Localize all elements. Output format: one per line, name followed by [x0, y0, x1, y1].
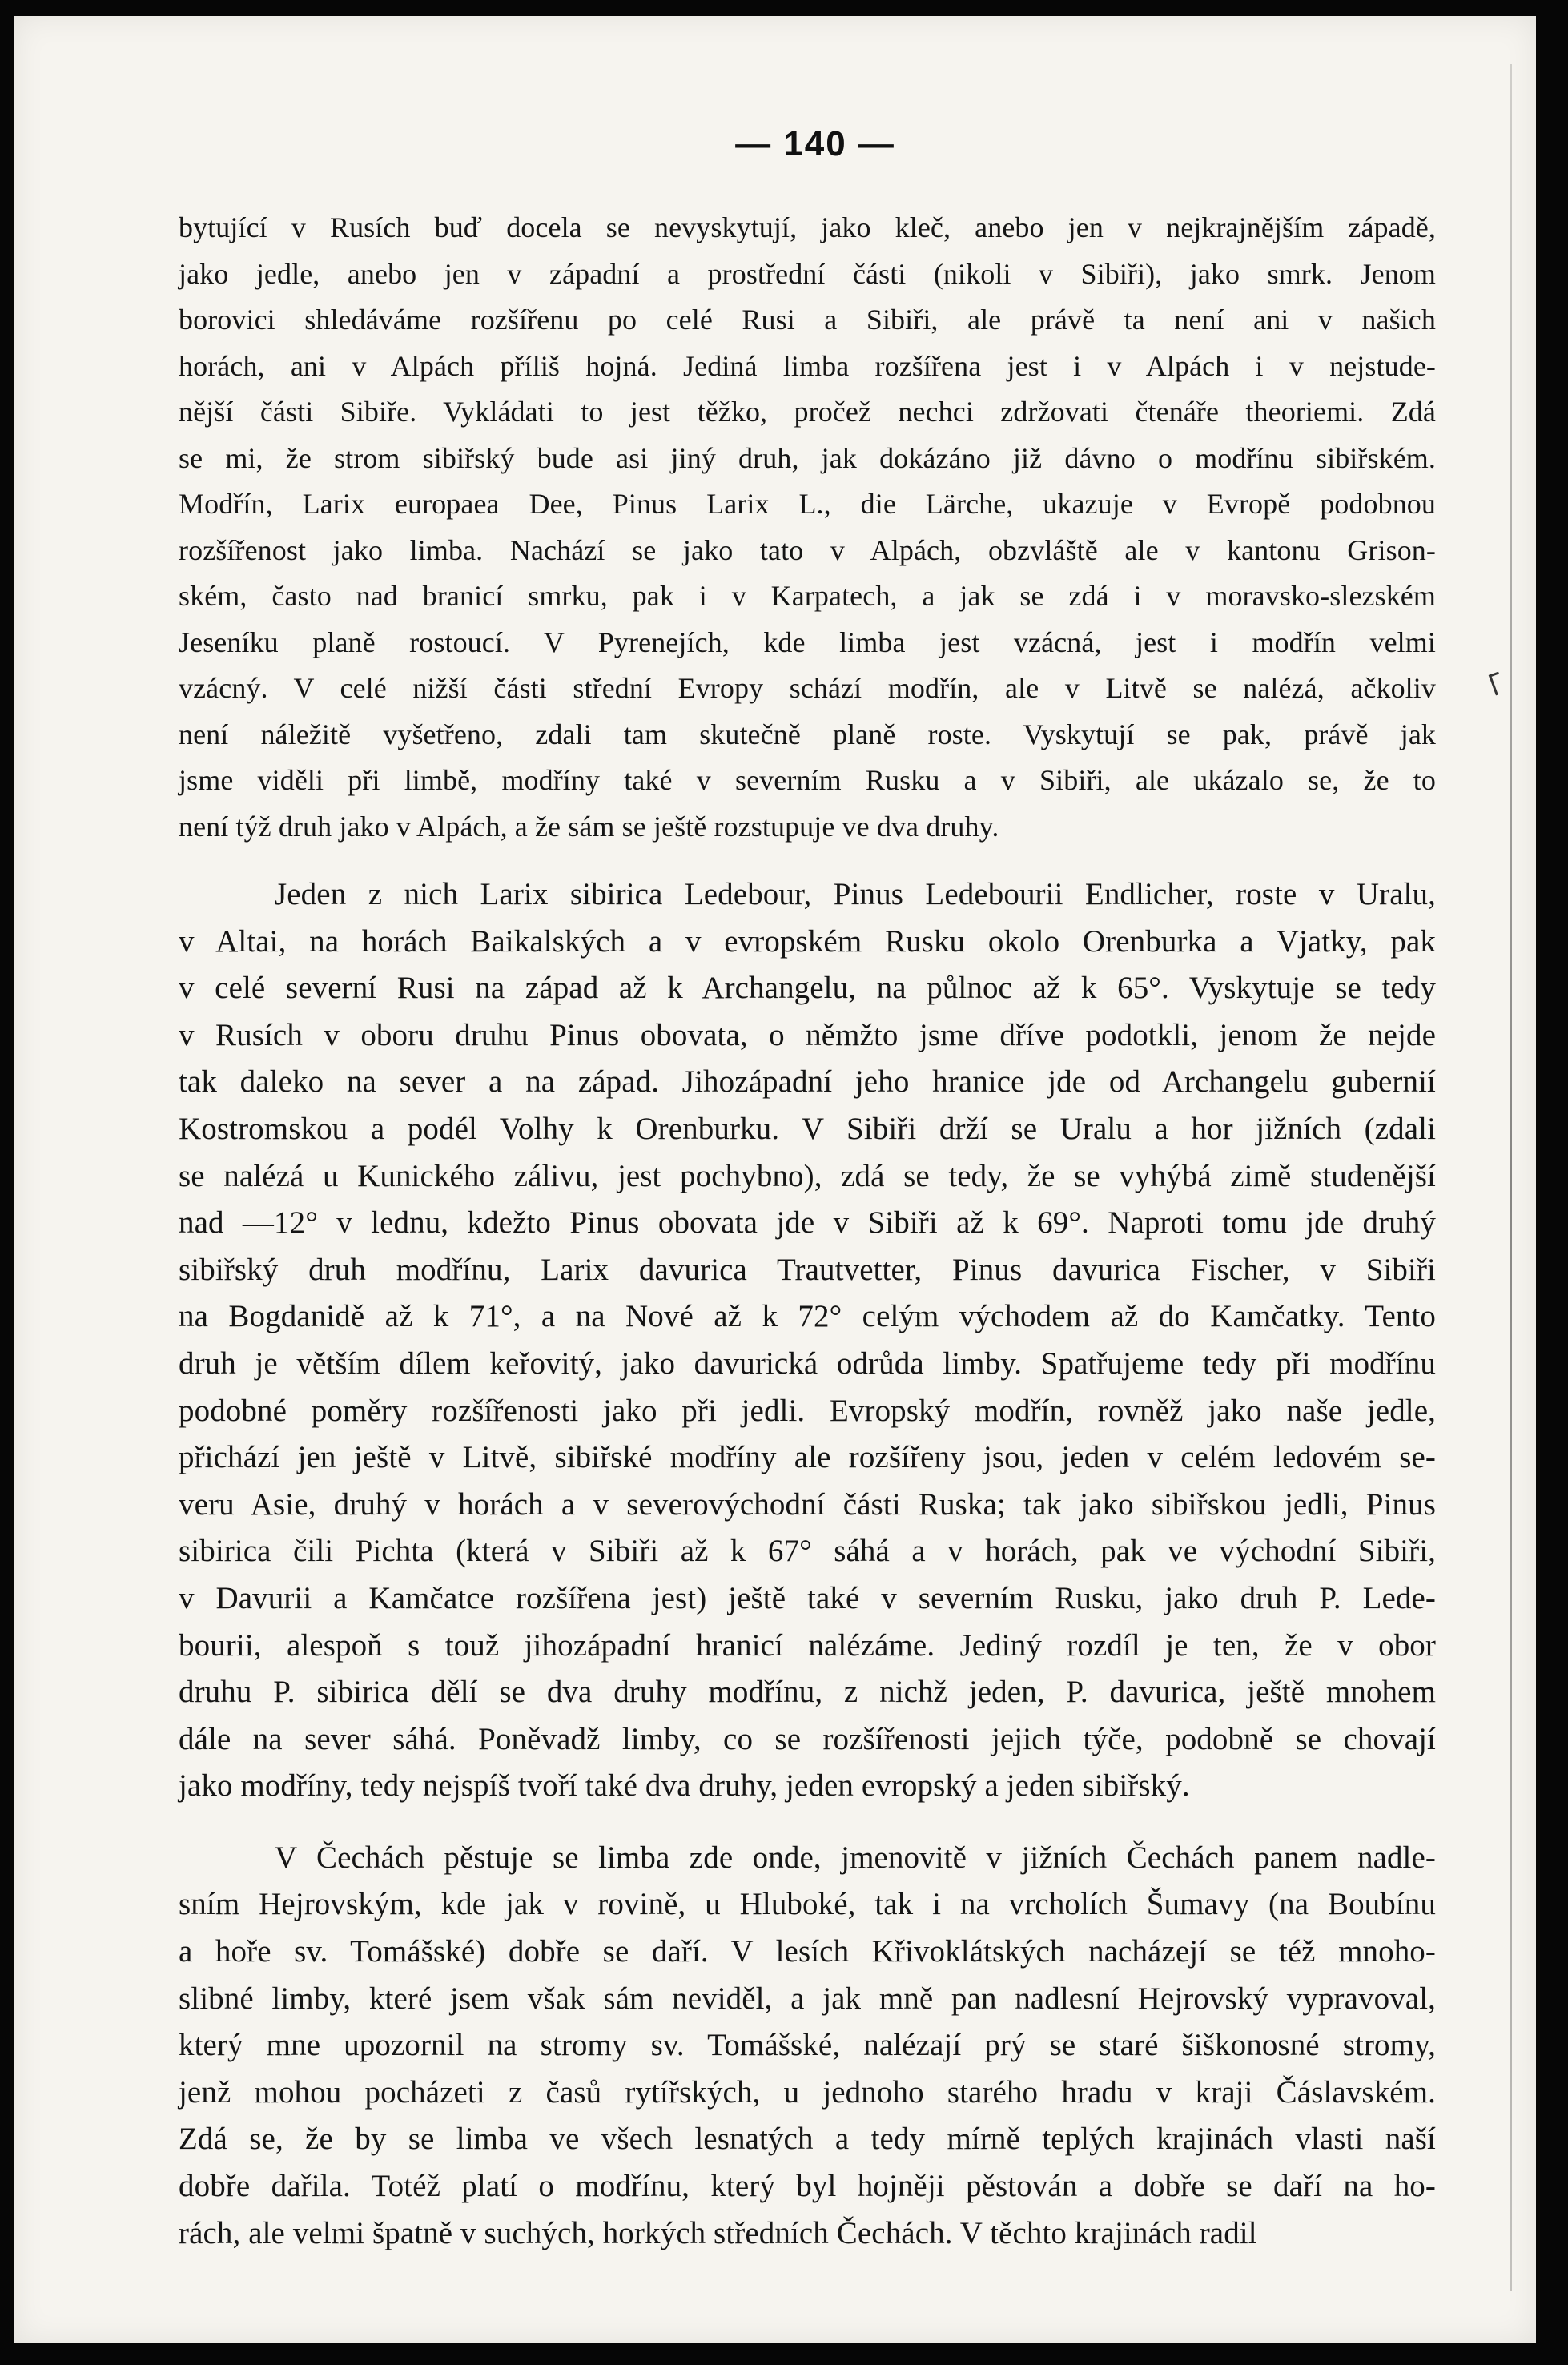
paragraph-3-line-5: který mne upozornil na stromy sv. Tomášské, nalézají prý se staré šiškonosné stromy,: [179, 2028, 1436, 2063]
paragraph-3-line-1: V Čechách pěstuje se limba zde onde, jmenovitě v jižních Čechách panem nadle-: [275, 1840, 1436, 1875]
paragraph-2-line-11: druh je větším dílem keřovitý, jako davurická odrůda limby. Spatřujeme tedy při modřínu: [179, 1345, 1436, 1381]
paragraph-2: [179, 871, 1436, 1810]
paragraph-2-line-18: druhu P. sibirica dělí se dva druhy modřínu, z nichž jeden, P. davurica, ještě mnohem: [179, 1675, 1436, 1710]
paragraph-3-line-7: Zdá se, že by se limba ve všech lesnatých a tedy mírně teplých krajinách vlasti naší: [179, 2122, 1436, 2157]
paragraph-2-line-3: v celé severní Rusi na západ až k Archangelu, na půlnoc až k 65°. Vyskytuje se tedy: [179, 971, 1436, 1006]
paragraph-2-line-5: tak daleko na sever a na západ. Jihozápadní jeho hranice jde od Archangelu gubernií: [179, 1064, 1436, 1100]
paragraph-1-line-12: není náležitě vyšetřeno, zdali tam skutečně planě roste. Vyskytují se pak, právě jak: [179, 718, 1436, 750]
book-page: [14, 16, 1536, 2343]
paragraph-3-line-6: jenž mohou pocházeti z časů rytířských, u jednoho starého hradu v kraji Čáslavském.: [179, 2074, 1436, 2110]
paragraph-1-line-1: bytující v Rusích buď docela se nevyskytují, jako kleč, anebo jen v nejkrajnějším západě,: [179, 211, 1436, 243]
paragraph-3: [179, 1835, 1436, 2257]
paragraph-2-line-10: na Bogdanidě až k 71°, a na Nové až k 72° celým východem až do Kamčatky. Tento: [179, 1299, 1436, 1334]
margin-mark: [1489, 672, 1506, 696]
paragraph-2-line-15: sibirica čili Pichta (která v Sibiři až k 67° sáhá a v horách, pak ve východní Sibiři,: [179, 1534, 1436, 1569]
paragraph-1-line-9: ském, často nad branicí smrku, pak i v Karpatech, a jak se zdá i v moravsko-slezském: [179, 580, 1436, 612]
paragraph-1-line-2: jako jedle, anebo jen v západní a prostřední části (nikoli v Sibiři), jako smrk. Jenom: [179, 257, 1436, 290]
paragraph-2-line-13: přichází jen ještě v Litvě, sibiřské modříny ale rozšířeny jsou, jeden v celém ledovém se-: [179, 1440, 1436, 1475]
paragraph-1-line-14: není týž druh jako v Alpách, a že sám se ještě rozstupuje ve dva druhy.: [179, 810, 999, 843]
paragraph-2-line-12: podobné poměry rozšířenosti jako při jedli. Evropský modřín, rovněž jako naše jedle,: [179, 1393, 1436, 1428]
paragraph-1-line-7: Modřín, Larix europaea Dee, Pinus Larix L., die Lärche, ukazuje v Evropě podobnou: [179, 488, 1436, 520]
paragraph-3-line-3: a hoře sv. Tomášské) dobře se daří. V lesích Křivoklátských nacházejí se též mnoho-: [179, 1934, 1436, 1969]
paragraph-2-line-2: v Altai, na horách Baikalských a v evropském Rusku okolo Orenburka a Vjatky, pak: [179, 923, 1436, 959]
page-edge-shadow: [1510, 64, 1512, 2291]
paragraph-2-line-16: v Davurii a Kamčatce rozšířena jest) ještě také v severním Rusku, jako druh P. Lede-: [179, 1580, 1436, 1615]
paragraph-3-line-9: rách, ale velmi špatně v suchých, horkých středních Čechách. V těchto krajinách radil: [179, 2215, 1257, 2250]
paragraph-2-line-20: jako modříny, tedy nejspíš tvoří také dva druhy, jeden evropský a jeden sibiřský.: [179, 1768, 1190, 1804]
paragraph-2-line-17: bourii, alespoň s touž jihozápadní hranicí nalézáme. Jediný rozdíl je ten, že v obor: [179, 1627, 1436, 1663]
paragraph-2-line-1: Jeden z nich Larix sibirica Ledebour, Pinus Ledebourii Endlicher, roste v Uralu,: [275, 877, 1436, 911]
paragraph-1-line-10: Jeseníku planě rostoucí. V Pyrenejích, kde limba jest vzácná, jest i modřín velmi: [179, 625, 1436, 658]
paragraph-1-line-6: se mi, že strom sibiřský bude asi jiný druh, jak dokázáno již dávno o modřínu sibiřském.: [179, 441, 1436, 474]
paragraph-2-line-8: nad —12° v lednu, kdežto Pinus obovata jde v Sibiři až k 69°. Naproti tomu jde druhý: [179, 1205, 1436, 1241]
paragraph-1-line-8: rozšířenost jako limba. Nachází se jako tato v Alpách, obzvláště ale v kantonu Grison-: [179, 533, 1436, 566]
paragraph-1-line-3: borovici shledáváme rozšířenu po celé Rusi a Sibiři, ale právě ta není ani v našich: [179, 304, 1436, 336]
paragraph-2-line-6: Kostromskou a podél Volhy k Orenburku. V Sibiři drží se Uralu a hor jižních (zdali: [179, 1111, 1436, 1146]
paragraph-3-line-8: dobře dařila. Totéž platí o modřínu, který byl hojněji pěstován a dobře se daří na ho-: [179, 2169, 1436, 2204]
text-column: [179, 204, 1436, 2257]
page-number: — 140 —: [735, 124, 895, 163]
paragraph-1: [179, 204, 1436, 849]
paragraph-1-line-11: vzácný. V celé nižší části střední Evropy schází modřín, ale v Litvě se nalézá, ačkoliv: [179, 672, 1436, 704]
paragraph-1-line-5: nější části Sibiře. Vykládati to jest těžko, pročež nechci zdržovati čtenáře theoriemi. Zdá: [179, 396, 1436, 428]
paragraph-1-line-13: jsme viděli při limbě, modříny také v severním Rusku a v Sibiři, ale ukázalo se, že to: [179, 764, 1436, 796]
paragraph-3-line-4: slibné limby, které jsem však sám neviděl, a jak mně pan nadlesní Hejrovský vypravoval,: [179, 1981, 1436, 2016]
paragraph-2-line-4: v Rusích v oboru druhu Pinus obovata, o němžto jsme dříve podotkli, jenom že nejde: [179, 1017, 1436, 1052]
paragraph-2-line-9: sibiřský druh modřínu, Larix davurica Trautvetter, Pinus davurica Fischer, v Sibiři: [179, 1252, 1436, 1287]
paragraph-2-line-19: dále na sever sáhá. Poněvadž limby, co se rozšířenosti jejich týče, podobně se chovají: [179, 1721, 1436, 1756]
paragraph-2-line-7: se nalézá u Kunického zálivu, jest pochybno), zdá se tedy, že se vyhýbá zimě studenější: [179, 1158, 1436, 1193]
paragraph-3-line-2: sním Hejrovským, kde jak v rovině, u Hluboké, tak i na vrcholích Šumavy (na Boubínu: [179, 1887, 1436, 1922]
paragraph-2-line-14: veru Asie, druhý v horách a v severovýchodní části Ruska; tak jako sibiřskou jedli, Pinus: [179, 1486, 1436, 1522]
paragraph-1-line-4: horách, ani v Alpách příliš hojná. Jediná limba rozšířena jest i v Alpách i v nejstude-: [179, 349, 1436, 382]
